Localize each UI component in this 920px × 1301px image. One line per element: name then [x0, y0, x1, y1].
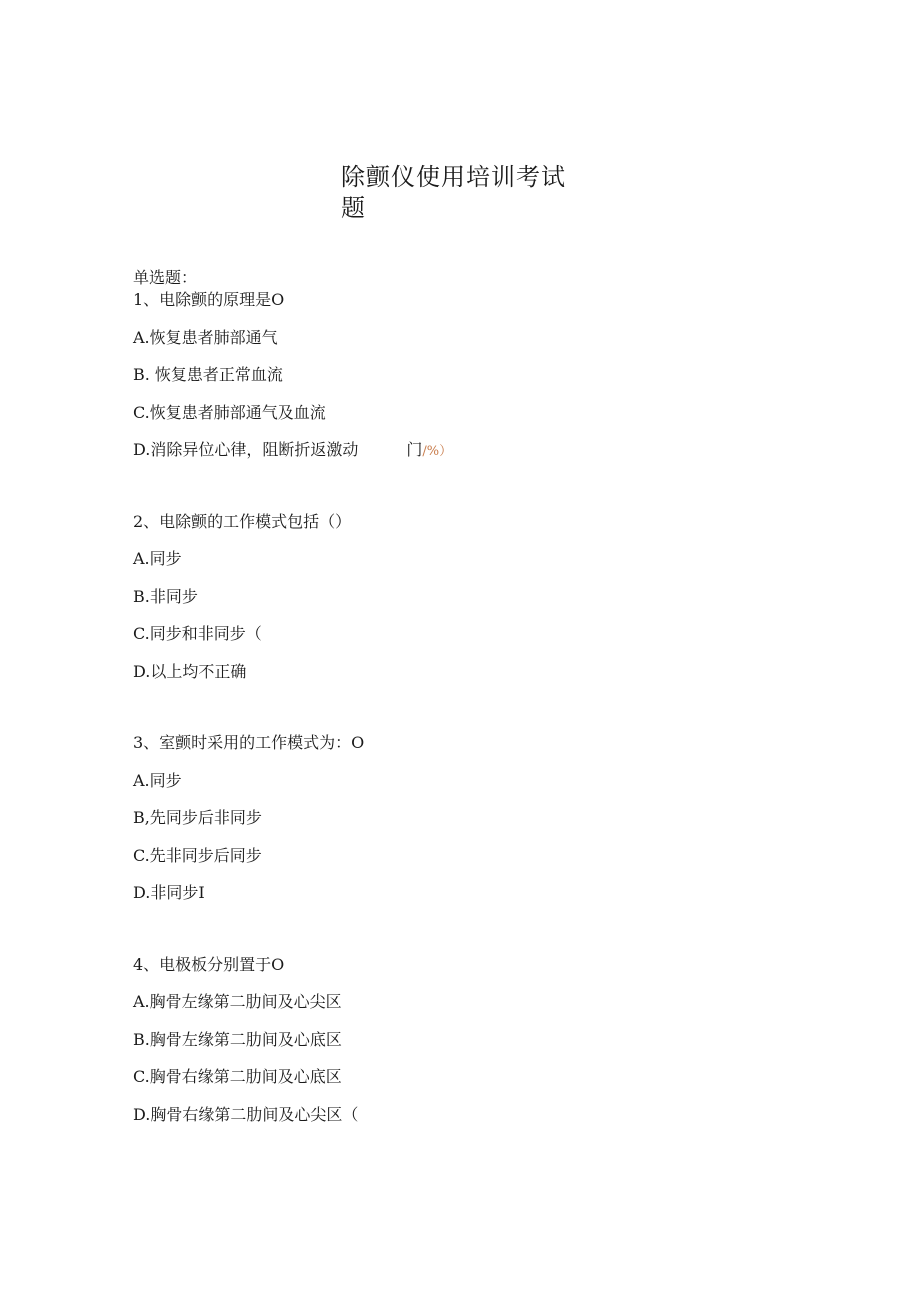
question-1-option-d: D.消除异位心律，阻断折返激动: [133, 440, 359, 459]
question-4-stem: 4、电极板分别置于O: [133, 955, 285, 974]
question-2-stem: 2、电除颤的工作模式包括（）: [133, 512, 352, 531]
question-3-option-b: B,先同步后非同步: [133, 808, 262, 827]
question-1-option-a: A.恢复患者肺部通气: [133, 328, 278, 347]
question-3-option-c: C.先非同步后同步: [133, 846, 262, 865]
question-3-option-d: D.非同步I: [133, 883, 205, 902]
question-1-option-c: C.恢复患者肺部通气及血流: [133, 403, 326, 422]
question-1-answer-mark: 门: [406, 440, 423, 459]
question-1-option-b: B. 恢复患者正常血流: [133, 365, 283, 384]
page-title-line-2: 题: [341, 194, 366, 222]
question-4-option-c: C.胸骨右缘第二肋间及心底区: [133, 1067, 342, 1086]
question-2-option-d: D.以上均不正确: [133, 662, 247, 681]
question-2-option-a: A.同步: [133, 549, 182, 568]
question-3-stem: 3、室颤时采用的工作模式为：O: [133, 733, 365, 752]
question-2-option-c: C.同步和非同步（: [133, 624, 262, 643]
question-4-option-b: B.胸骨左缘第二肋间及心底区: [133, 1030, 342, 1049]
section-heading: 单选题：: [133, 268, 198, 287]
question-1-stem: 1、电除颤的原理是O: [133, 290, 285, 309]
page-title: [341, 162, 571, 224]
question-4-option-a: A.胸骨左缘第二肋间及心尖区: [133, 992, 342, 1011]
page-title-line-1: 除颤仪使用培训考试: [341, 163, 566, 191]
question-1-answer-mark-faint: /%）: [422, 444, 453, 459]
question-1-option-d-row: [133, 440, 452, 462]
question-3-option-a: A.同步: [133, 771, 182, 790]
question-4-option-d: D.胸骨右缘第二肋间及心尖区（: [133, 1105, 359, 1124]
question-2-option-b: B.非同步: [133, 587, 198, 606]
